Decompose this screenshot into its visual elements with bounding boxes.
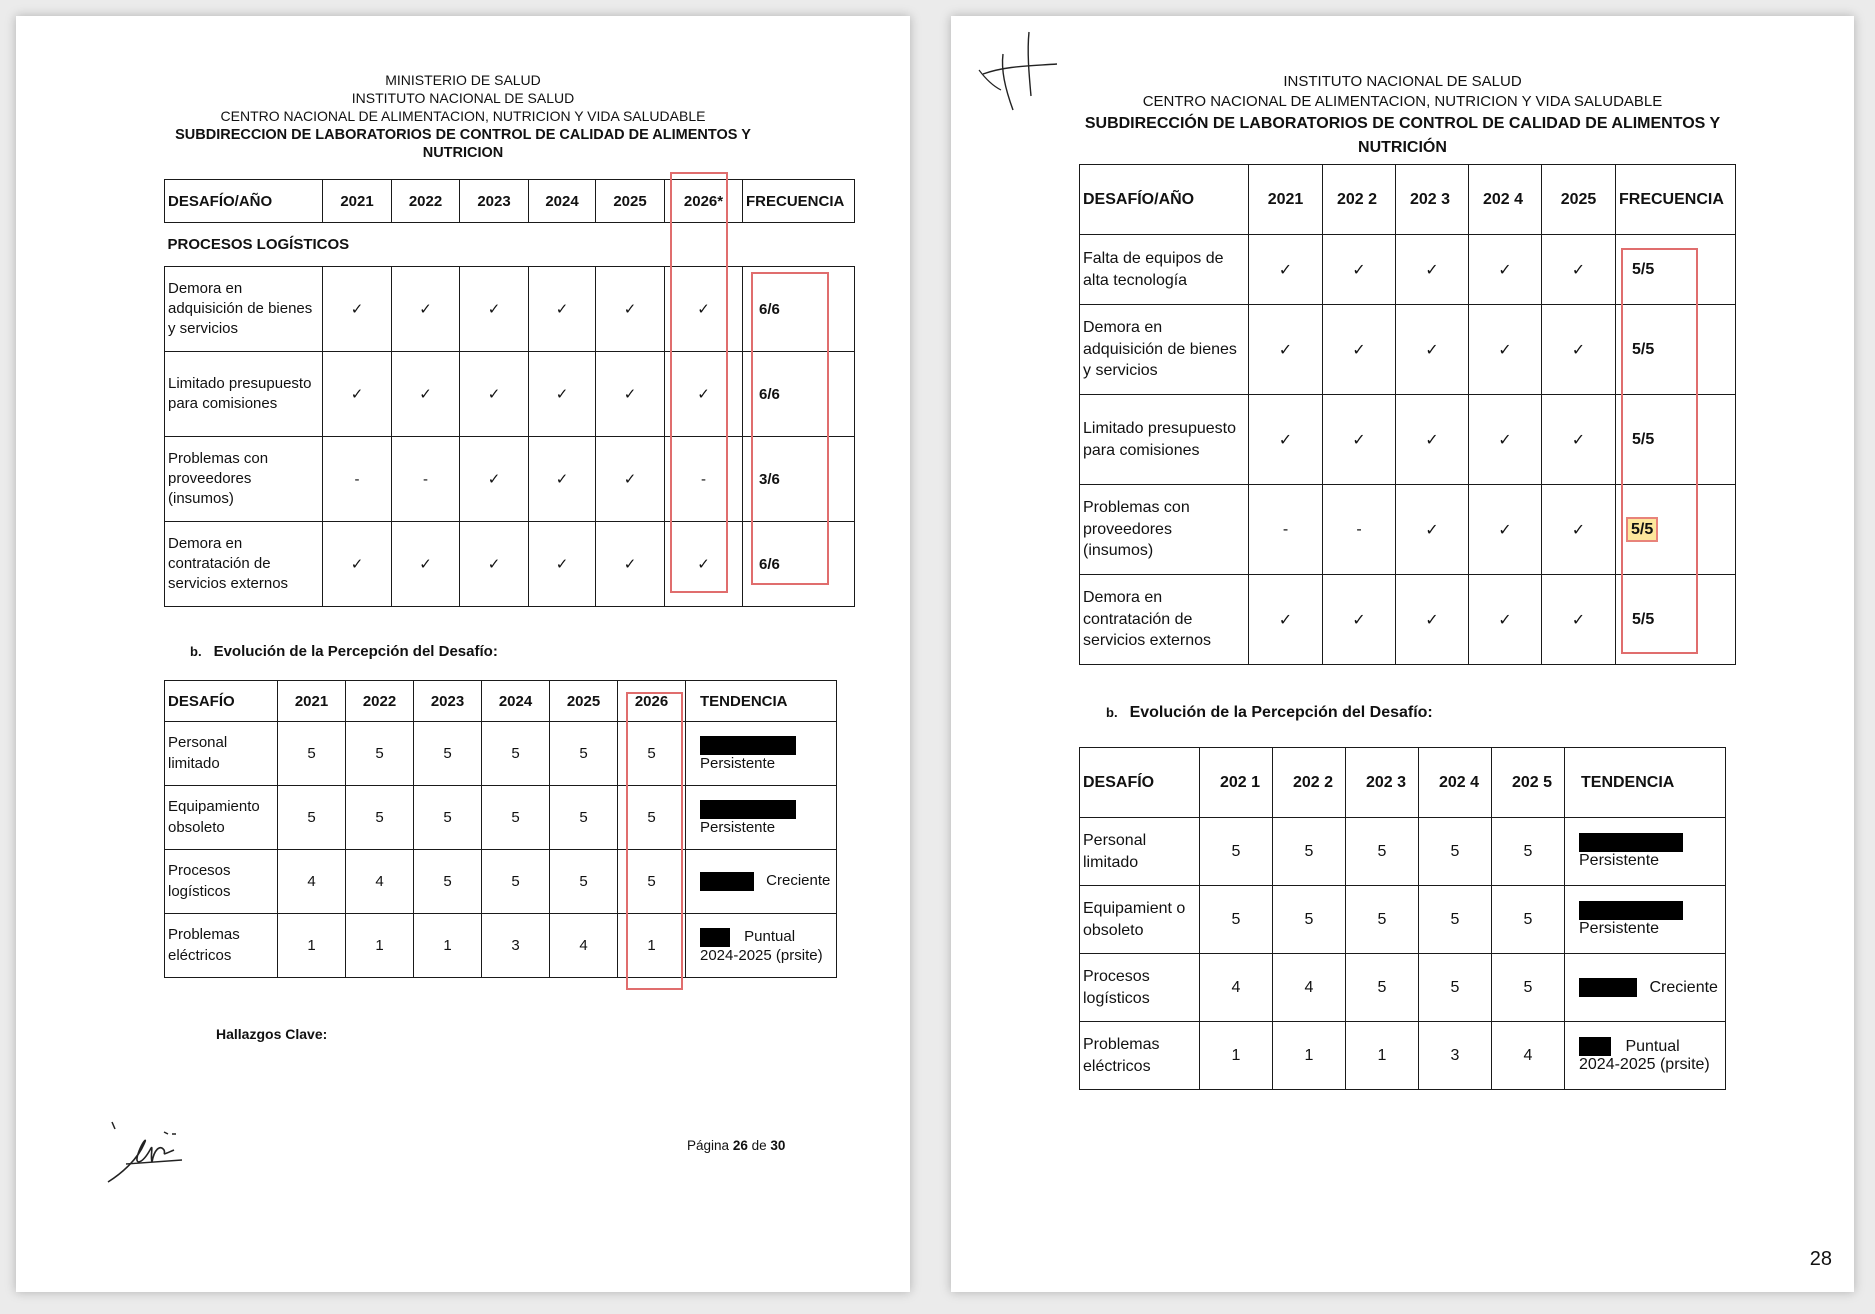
score-cell: 5 — [482, 722, 550, 786]
score-cell: 5 — [550, 786, 618, 850]
score-cell: 5 — [414, 722, 482, 786]
column-header: 2023 — [414, 681, 482, 722]
annotation-box-2026 — [670, 172, 728, 593]
check-cell: ✓ — [1249, 395, 1323, 485]
table-header-row — [165, 180, 855, 223]
check-cell: ✓ — [323, 267, 392, 352]
table-row — [165, 786, 837, 850]
score-cell: 5 — [346, 786, 414, 850]
column-header: 202 3 — [1346, 748, 1419, 818]
page-label — [687, 1138, 785, 1153]
check-cell: ✓ — [1396, 235, 1469, 305]
annotation-box-frequency — [751, 272, 829, 585]
column-header: 202 2 — [1323, 165, 1396, 235]
challenge-perception-table — [164, 680, 837, 978]
challenge-name: Limitado presupuesto para comisiones — [165, 352, 323, 437]
check-cell: ✓ — [665, 522, 743, 607]
score-cell: 3 — [482, 914, 550, 978]
header-line: INSTITUTO NACIONAL DE SALUD — [351, 90, 575, 107]
challenge-name: Demora en contratación de servicios externos — [165, 522, 323, 607]
table-row — [1080, 1022, 1726, 1090]
score-cell: 5 — [550, 850, 618, 914]
trend-detail: 2024-2025 (prsite) — [700, 946, 823, 964]
check-cell: ✓ — [460, 437, 529, 522]
redaction-bar — [1579, 978, 1637, 997]
check-cell: ✓ — [1396, 485, 1469, 575]
table-header-row — [165, 681, 837, 722]
trend-label: Persistente — [700, 818, 776, 836]
redaction-bar — [700, 872, 754, 891]
trend-cell — [1565, 954, 1726, 1022]
score-cell: 1 — [1200, 1022, 1273, 1090]
check-cell: ✓ — [665, 267, 743, 352]
check-cell: - — [323, 437, 392, 522]
challenge-name: Equipamient o obsoleto — [1080, 886, 1200, 954]
page-label-prefix: Página — [687, 1138, 730, 1153]
score-cell: 5 — [482, 786, 550, 850]
score-cell: 5 — [1346, 954, 1419, 1022]
check-cell: ✓ — [1542, 575, 1616, 665]
challenge-name: Demora en adquisición de bienes y servicios — [165, 267, 323, 352]
challenge-perception-table — [1079, 747, 1726, 1090]
check-cell: ✓ — [323, 352, 392, 437]
table-row — [1080, 886, 1726, 954]
trend-cell — [686, 914, 837, 978]
check-cell: ✓ — [529, 437, 596, 522]
annotation-box-2026 — [626, 692, 683, 990]
challenge-name: Procesos logísticos — [1080, 954, 1200, 1022]
check-cell: ✓ — [460, 352, 529, 437]
trend-label: Persistente — [1579, 920, 1660, 937]
column-header: DESAFÍO/AÑO — [165, 180, 323, 223]
column-header: 202 3 — [1396, 165, 1469, 235]
challenge-name: Limitado presupuesto para comisiones — [1080, 395, 1249, 485]
header-line: SUBDIRECCION DE LABORATORIOS DE CONTROL DE CALIDAD DE ALIMENTOS Y — [175, 126, 751, 143]
section-heading: Evolución de la Percepción del Desafío: — [213, 643, 498, 660]
section-title: PROCESOS LOGÍSTICOS — [165, 223, 855, 267]
column-header: DESAFÍO — [1080, 748, 1200, 818]
score-cell: 5 — [1346, 886, 1419, 954]
check-cell: ✓ — [1542, 305, 1616, 395]
check-cell: ✓ — [1249, 305, 1323, 395]
column-header: 202 4 — [1419, 748, 1492, 818]
check-cell: ✓ — [1469, 305, 1542, 395]
check-cell: - — [665, 437, 743, 522]
score-cell: 4 — [550, 914, 618, 978]
score-cell: 5 — [1419, 954, 1492, 1022]
section-letter: b. — [190, 644, 202, 659]
page-header — [16, 71, 910, 163]
check-cell: ✓ — [1396, 575, 1469, 665]
trend-cell — [686, 850, 837, 914]
check-cell: ✓ — [392, 352, 460, 437]
section-b-title — [190, 643, 498, 660]
section-row — [165, 223, 855, 267]
frequency-cell: 5/5 — [1616, 575, 1736, 665]
check-cell: ✓ — [1396, 395, 1469, 485]
page-number: 28 — [1809, 1248, 1832, 1270]
total-pages-number: 30 — [770, 1138, 786, 1153]
trend-cell — [686, 786, 837, 850]
score-cell: 5 — [1273, 818, 1346, 886]
score-cell: 4 — [346, 850, 414, 914]
check-cell: ✓ — [529, 522, 596, 607]
document-page-right — [951, 16, 1854, 1292]
score-cell: 5 — [346, 722, 414, 786]
column-header: 2022 — [392, 180, 460, 223]
trend-cell — [1565, 1022, 1726, 1090]
score-cell: 1 — [1273, 1022, 1346, 1090]
score-cell: 5 — [414, 786, 482, 850]
column-header: TENDENCIA — [686, 681, 837, 722]
check-cell: - — [1249, 485, 1323, 575]
score-cell: 5 — [1492, 954, 1565, 1022]
signature-icon — [104, 1120, 214, 1190]
score-cell: 4 — [278, 850, 346, 914]
check-cell: ✓ — [1469, 485, 1542, 575]
key-findings-label: Hallazgos Clave: — [216, 1026, 328, 1042]
challenge-name: Procesos logísticos — [165, 850, 278, 914]
score-cell: 5 — [278, 786, 346, 850]
header-line: INSTITUTO NACIONAL DE SALUD — [1283, 73, 1522, 90]
challenge-name: Demora en contratación de servicios externos — [1080, 575, 1249, 665]
check-cell: ✓ — [1469, 235, 1542, 305]
redaction-bar — [700, 736, 796, 755]
score-cell: 4 — [1492, 1022, 1565, 1090]
check-cell: ✓ — [460, 522, 529, 607]
check-cell: ✓ — [1323, 235, 1396, 305]
challenge-name: Personal limitado — [165, 722, 278, 786]
score-cell: 5 — [1419, 818, 1492, 886]
check-cell: ✓ — [529, 352, 596, 437]
check-cell: ✓ — [1542, 395, 1616, 485]
check-cell: ✓ — [392, 522, 460, 607]
check-cell: ✓ — [1323, 395, 1396, 485]
table-header-row — [1080, 748, 1726, 818]
score-cell: 5 — [1273, 886, 1346, 954]
frequency-cell: 5/5 — [1616, 235, 1736, 305]
column-header: 2021 — [1249, 165, 1323, 235]
check-cell: ✓ — [1542, 235, 1616, 305]
trend-label: Persistente — [700, 754, 776, 772]
table-row — [165, 914, 837, 978]
header-line: MINISTERIO DE SALUD — [385, 72, 541, 88]
check-cell: ✓ — [460, 267, 529, 352]
frequency-cell: 6/6 — [743, 267, 855, 352]
score-cell: 5 — [1492, 886, 1565, 954]
column-header: 2022 — [346, 681, 414, 722]
check-cell: ✓ — [1323, 305, 1396, 395]
column-header: 2025 — [550, 681, 618, 722]
header-line: CENTRO NACIONAL DE ALIMENTACION, NUTRICION Y VIDA SALUDABLE — [220, 108, 706, 125]
challenge-name: Equipamiento obsoleto — [165, 786, 278, 850]
score-cell: 5 — [550, 722, 618, 786]
header-line: NUTRICIÓN — [1358, 138, 1447, 156]
column-header: 2021 — [278, 681, 346, 722]
redaction-bar — [1579, 1037, 1611, 1056]
score-cell: 1 — [346, 914, 414, 978]
trend-detail: 2024-2025 (prsite) — [1579, 1056, 1710, 1073]
trend-label: Creciente — [1649, 978, 1718, 996]
check-cell: ✓ — [1469, 395, 1542, 485]
check-cell: ✓ — [1542, 485, 1616, 575]
frequency-cell: 6/6 — [743, 522, 855, 607]
table-row — [1080, 954, 1726, 1022]
check-cell: ✓ — [529, 267, 596, 352]
score-cell: 5 — [1346, 818, 1419, 886]
document-page-left — [16, 16, 910, 1292]
redaction-bar — [700, 800, 796, 819]
header-line: SUBDIRECCIÓN DE LABORATORIOS DE CONTROL DE CALIDAD DE ALIMENTOS Y — [1084, 115, 1721, 132]
highlighted-frequency: 5/5 — [1628, 519, 1656, 540]
check-cell: ✓ — [1323, 575, 1396, 665]
check-cell: - — [392, 437, 460, 522]
table-row — [165, 722, 837, 786]
challenge-name: Demora en adquisición de bienes y servicios — [1080, 305, 1249, 395]
redaction-bar — [700, 928, 730, 947]
score-cell: 5 — [482, 850, 550, 914]
column-header: 2023 — [460, 180, 529, 223]
column-header: DESAFÍO — [165, 681, 278, 722]
section-b-title — [1106, 704, 1433, 722]
trend-label: Puntual — [744, 927, 796, 945]
challenge-name: Personal limitado — [1080, 818, 1200, 886]
column-header: 2026* — [665, 180, 743, 223]
check-cell: ✓ — [596, 267, 665, 352]
column-header: DESAFÍO/AÑO — [1080, 165, 1249, 235]
frequency-cell: 6/6 — [743, 352, 855, 437]
check-cell: ✓ — [1396, 305, 1469, 395]
check-cell: ✓ — [596, 522, 665, 607]
score-cell: 4 — [1200, 954, 1273, 1022]
score-cell: 5 — [1492, 818, 1565, 886]
trend-label: Creciente — [766, 872, 831, 890]
column-header: TENDENCIA — [1565, 748, 1726, 818]
frequency-cell: 5/5 — [1616, 395, 1736, 485]
column-header: 202 1 — [1200, 748, 1273, 818]
score-cell: 5 — [618, 786, 686, 850]
column-header: 2025 — [1542, 165, 1616, 235]
table-row — [165, 850, 837, 914]
check-cell: ✓ — [392, 267, 460, 352]
score-cell: 5 — [1200, 818, 1273, 886]
table-row — [1080, 818, 1726, 886]
page-label-middle: de — [751, 1138, 767, 1153]
score-cell: 5 — [278, 722, 346, 786]
score-cell: 4 — [1273, 954, 1346, 1022]
column-header: 202 5 — [1492, 748, 1565, 818]
score-cell: 5 — [1419, 886, 1492, 954]
frequency-cell: 3/6 — [743, 437, 855, 522]
column-header: FRECUENCIA — [743, 180, 855, 223]
score-cell: 1 — [414, 914, 482, 978]
column-header: 2024 — [529, 180, 596, 223]
score-cell: 5 — [414, 850, 482, 914]
score-cell: 1 — [1346, 1022, 1419, 1090]
challenge-name: Problemas con proveedores (insumos) — [165, 437, 323, 522]
trend-cell — [1565, 818, 1726, 886]
check-cell: ✓ — [1249, 235, 1323, 305]
check-cell: ✓ — [596, 352, 665, 437]
frequency-cell: 5/5 — [1616, 305, 1736, 395]
column-header: 2025 — [596, 180, 665, 223]
challenge-name: Problemas eléctricos — [165, 914, 278, 978]
score-cell: 5 — [618, 722, 686, 786]
column-header: 202 2 — [1273, 748, 1346, 818]
challenge-name: Falta de equipos de alta tecnología — [1080, 235, 1249, 305]
header-line: CENTRO NACIONAL DE ALIMENTACION, NUTRICION Y VIDA SALUDABLE — [1142, 92, 1663, 110]
annotation-box-frequency — [1621, 248, 1698, 654]
check-cell: ✓ — [1249, 575, 1323, 665]
check-cell: - — [1323, 485, 1396, 575]
score-cell: 3 — [1419, 1022, 1492, 1090]
column-header: FRECUENCIA — [1616, 165, 1736, 235]
score-cell: 5 — [1200, 886, 1273, 954]
challenge-name: Problemas eléctricos — [1080, 1022, 1200, 1090]
column-header: 2021 — [323, 180, 392, 223]
trend-label: Puntual — [1625, 1037, 1680, 1055]
trend-label: Persistente — [1579, 852, 1660, 869]
section-letter: b. — [1106, 705, 1118, 720]
check-cell: ✓ — [323, 522, 392, 607]
section-heading: Evolución de la Percepción del Desafío: — [1129, 704, 1433, 721]
check-cell: ✓ — [596, 437, 665, 522]
header-line: NUTRICION — [422, 145, 504, 162]
score-cell: 1 — [618, 914, 686, 978]
challenge-name: Problemas con proveedores (insumos) — [1080, 485, 1249, 575]
column-header: 202 4 — [1469, 165, 1542, 235]
current-page-number: 26 — [732, 1138, 748, 1153]
score-cell: 5 — [618, 850, 686, 914]
redaction-bar — [1579, 901, 1683, 920]
column-header: 2024 — [482, 681, 550, 722]
trend-cell — [686, 722, 837, 786]
trend-cell — [1565, 886, 1726, 954]
check-cell: ✓ — [665, 352, 743, 437]
redaction-bar — [1579, 833, 1683, 852]
check-cell: ✓ — [1469, 575, 1542, 665]
table-header-row — [1080, 165, 1736, 235]
page-header — [951, 72, 1854, 159]
score-cell: 1 — [278, 914, 346, 978]
column-header: 2026 — [618, 681, 686, 722]
